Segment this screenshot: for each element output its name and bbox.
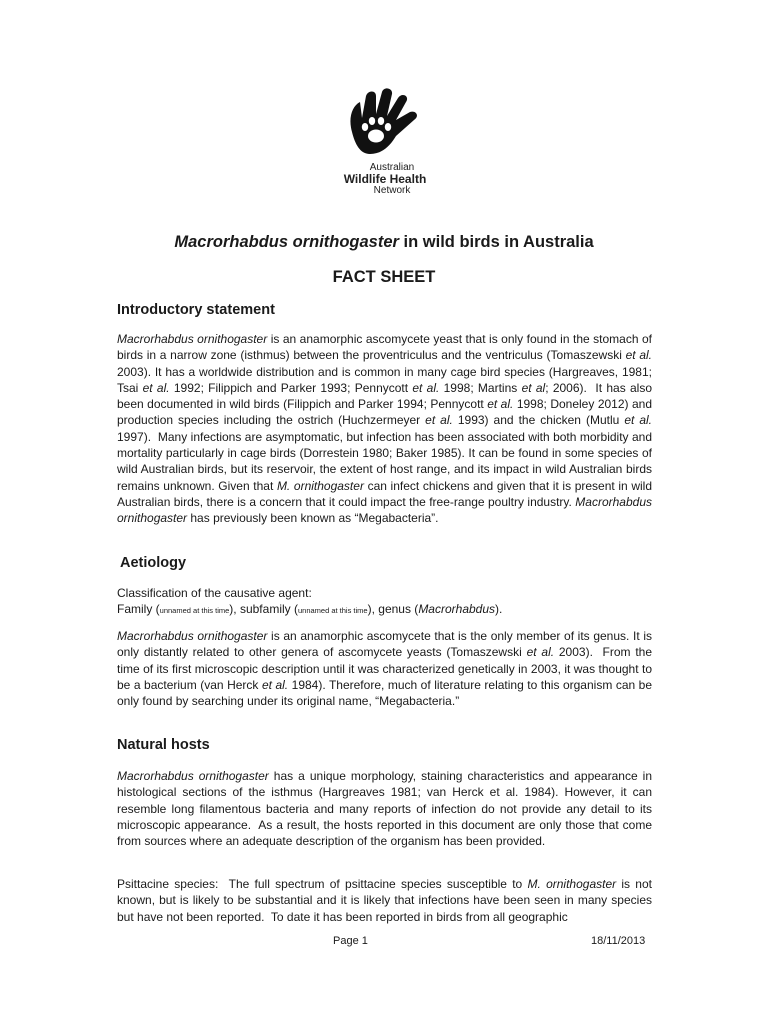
paragraph-psittacine-species: Psittacine species: The full spectrum of psittacine species susceptible to M. ornithogaster is not known, but is likely to be substantial and it is likely that infections have been seen in many species but have not been reported. To date it has been reported in birds from all geographic	[117, 877, 652, 924]
heading-introductory-statement: Introductory statement	[117, 302, 275, 318]
heading-aetiology: Aetiology	[120, 555, 187, 571]
logo-line-1: Australian	[369, 162, 415, 173]
title-rest: in wild birds in Australia	[398, 233, 594, 251]
hand-paw-logo-icon	[346, 88, 426, 160]
footer-date: 18/11/2013	[591, 935, 646, 947]
paragraph-natural-hosts: Macrorhabdus ornithogaster has a unique morphology, staining characteristics and appearance in histological sections of the isthmus (Hargreaves 1981; van Herck et al. 1984). However, it can resemble long filamentous bacteria and many reports of infection do not provide any detail to its microscopic appearance. As a result, the hosts reported in this document are only those that come from sources where an adequate description of the organism has been provided.	[117, 769, 652, 849]
logo-line-3: Network	[373, 185, 411, 196]
document-title	[0, 233, 768, 252]
awhn-logo	[328, 88, 442, 200]
paragraph-aetiology: Macrorhabdus ornithogaster is an anamorphic ascomycete that is the only member of its genus. It is only distantly related to other genera of ascomycete yeasts (Tomaszewski et al. 2003). From the time of its first microscopic description until it was characterized genetically in 2003, it was thought to be a bacterium (van Herck et al. 1984). Therefore, much of literature relating to this organism can be only found by searching under its original name, “Megabacteria.”	[117, 629, 653, 709]
document-subtitle: FACT SHEET	[332, 268, 436, 286]
title-species-name: Macrorhabdus ornithogaster	[174, 233, 399, 251]
paragraph-introductory-statement: Macrorhabdus ornithogaster is an anamorphic ascomycete yeast that is only found in the stomach of birds in a narrow zone (isthmus) between the proventriculus and the ventriculus (Tomaszewski et al. 2003). It has a worldwide distribution and is common in many cage bird species (Hargreaves, 1981; Tsai et al. 1992; Filippich and Parker 1993; Pennycott et al. 1998; Martins et al; 2006). It has also been documented in wild birds (Filippich and Parker 1994; Pennycott et al. 1998; Doneley 2012) and production species including the ostrich (Huchzermeyer et al. 1993) and the chicken (Mutlu et al. 1997). Many infections are asymptomatic, but infection has been associated with both morbidity and mortality particularly in cage birds (Dorrestein 1980; Baker 1985). It can be found in some species of wild Australian birds, but its reservoir, the extent of host range, and its impact in wild Australian birds remains unknown. Given that M. ornithogaster can infect chickens and given that it is present in wild Australian birds, there is a concern that it could impact the free-range poultry industry. Macrorhabdus ornithogaster has previously been known as “Megabacteria”.	[117, 332, 653, 526]
heading-natural-hosts: Natural hosts	[117, 737, 210, 753]
footer-page-number: Page 1	[333, 935, 368, 947]
paragraph-classification: Classification of the causative agent: Family (unnamed at this time), subfamily (unnamed at this time), genus (Macrorhabdus).	[117, 586, 503, 617]
logo-wordmark	[328, 162, 442, 196]
logo-line-2: Wildlife Health	[343, 172, 427, 186]
